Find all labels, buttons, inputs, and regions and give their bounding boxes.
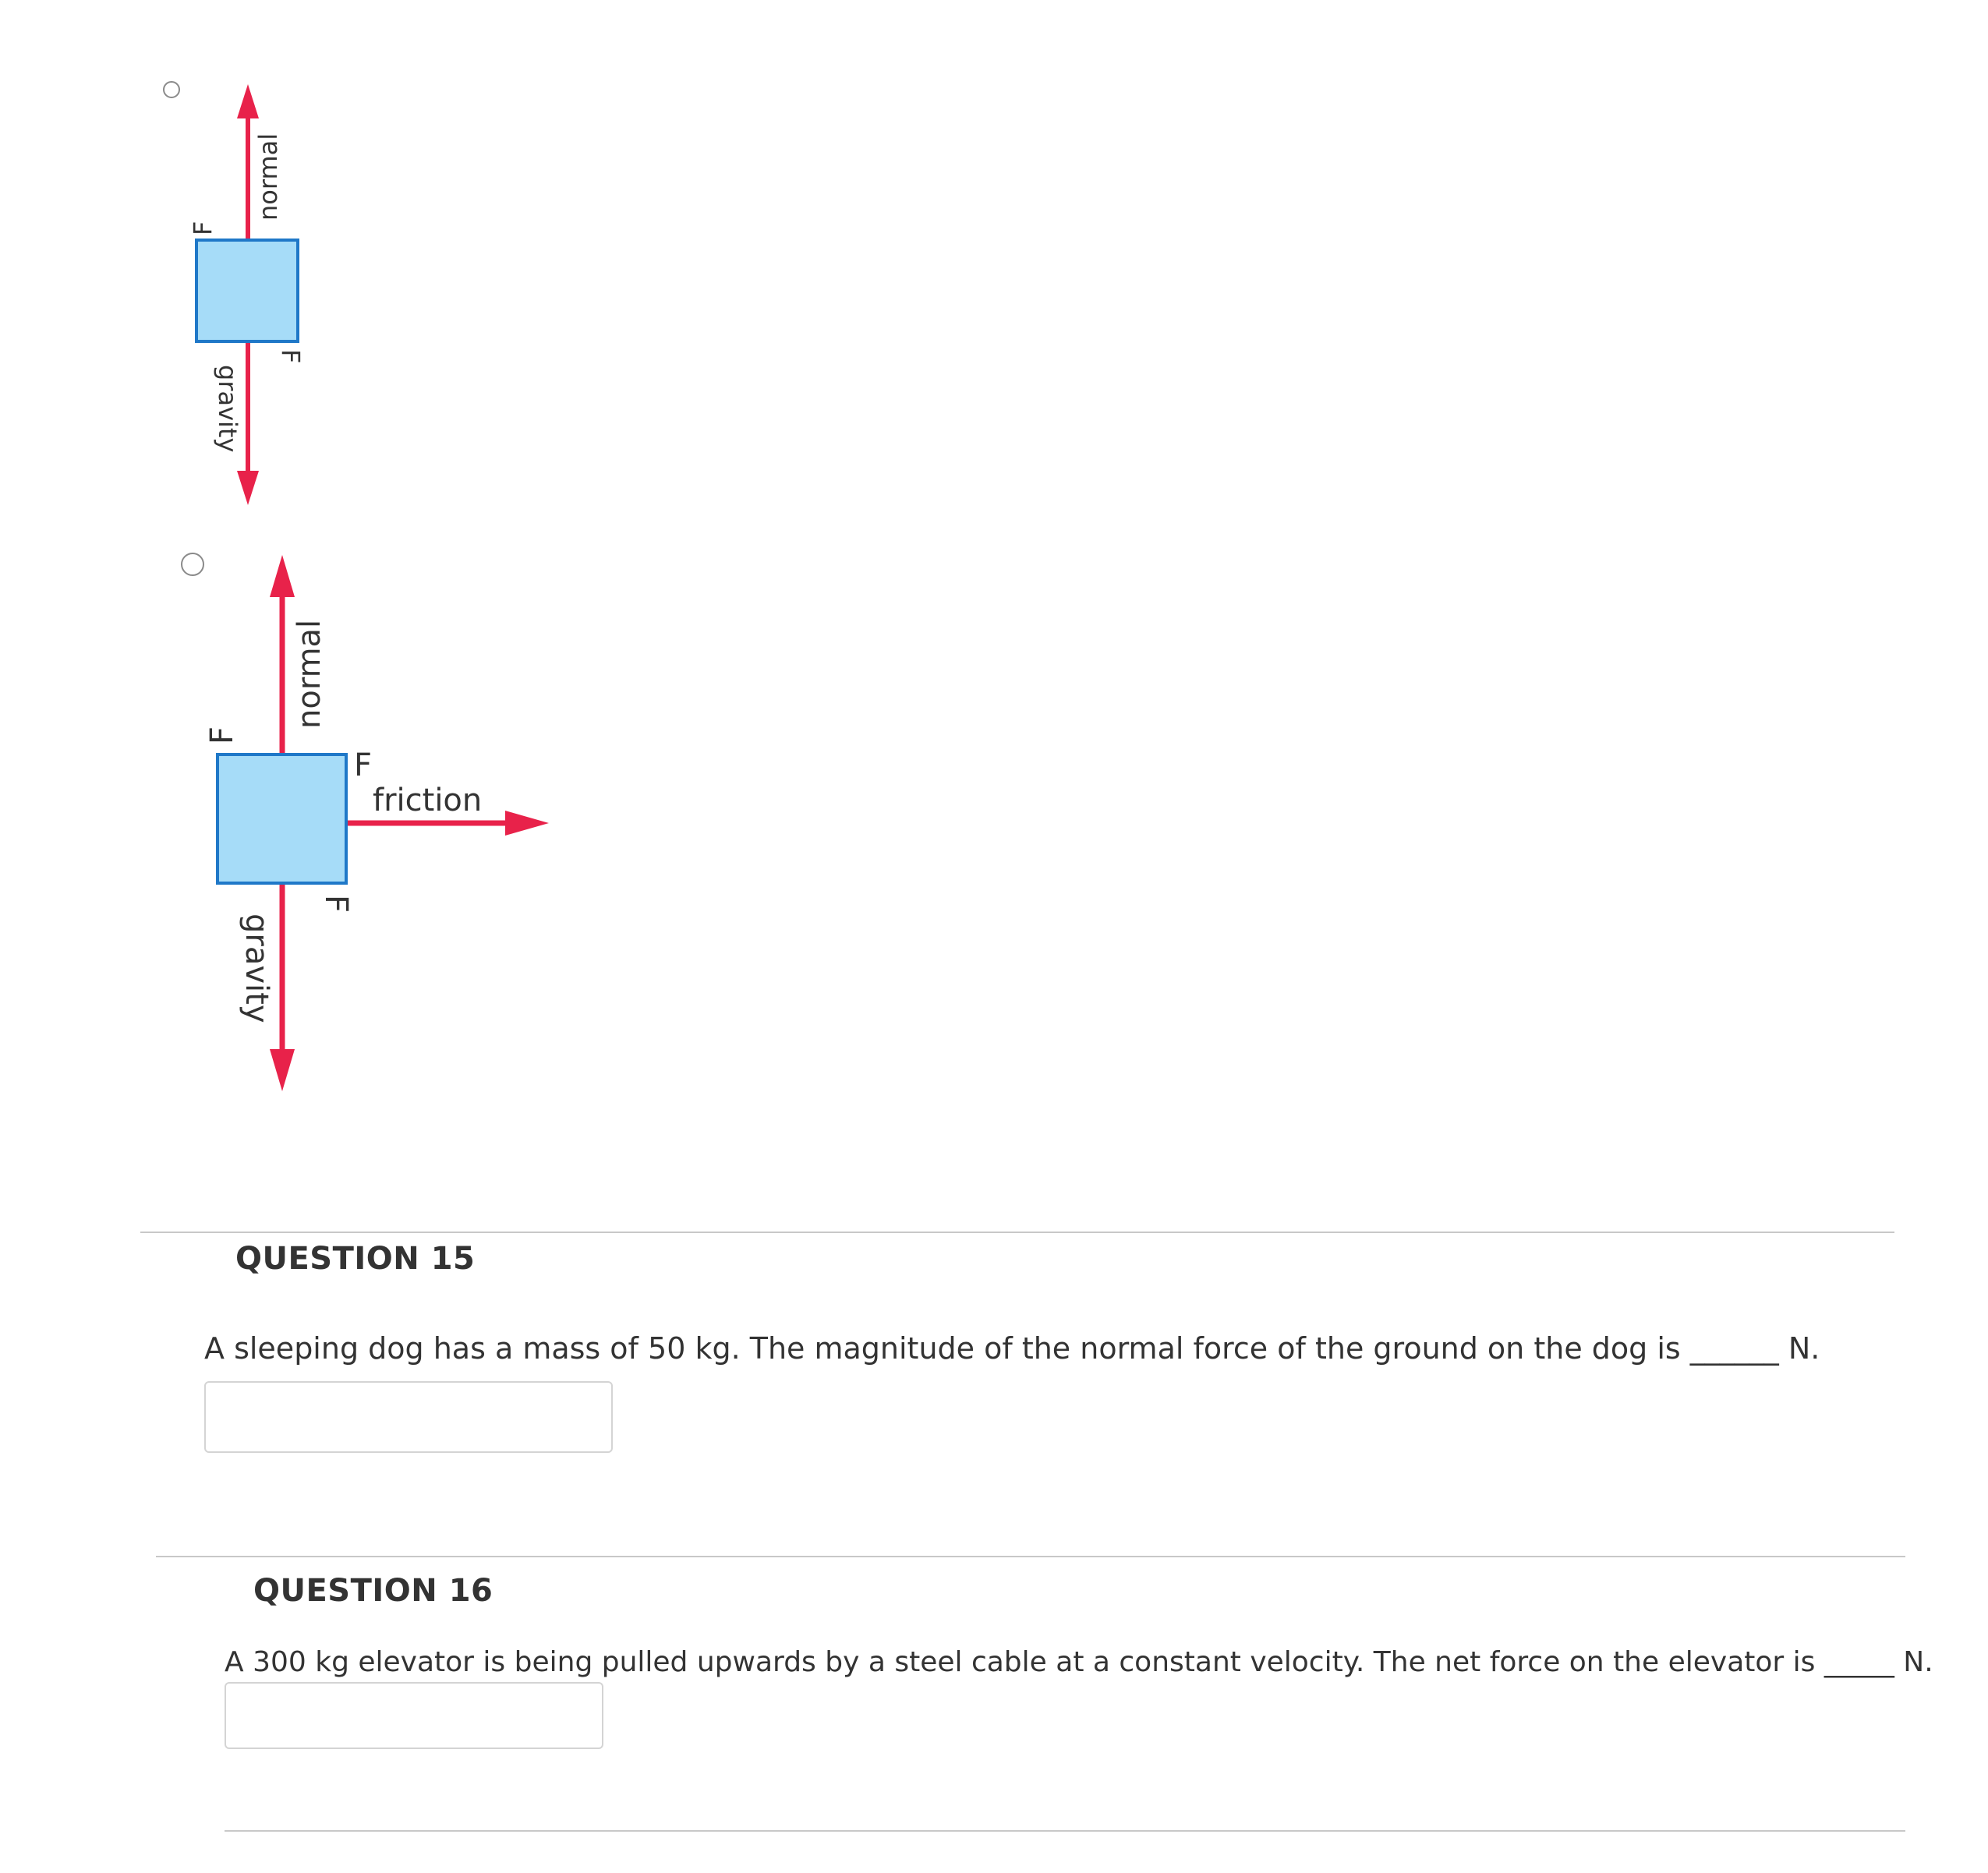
- divider-question-15: [140, 1232, 1894, 1233]
- label-f-top-b: F: [204, 726, 240, 744]
- question-16-text: A 300 kg elevator is being pulled upwards by a steel cable at a constant velocity. The net force on the elevator is _____ N.: [225, 1646, 1933, 1678]
- label-normal-a: normal: [253, 133, 283, 221]
- divider-question-16: [156, 1556, 1905, 1557]
- label-f-right-b: F: [354, 747, 373, 783]
- question-16-answer-input[interactable]: [225, 1682, 603, 1749]
- question-15-answer-input[interactable]: [204, 1381, 613, 1453]
- label-f-bottom-b: F: [318, 895, 354, 914]
- divider-bottom: [225, 1830, 1905, 1832]
- label-gravity-b: gravity: [239, 914, 274, 1023]
- label-f-bottom-a: F: [276, 349, 306, 364]
- question-16-title: QUESTION 16: [253, 1573, 493, 1609]
- label-gravity-a: gravity: [213, 365, 242, 453]
- label-normal-b: normal: [292, 619, 327, 729]
- question-15-title: QUESTION 15: [235, 1241, 476, 1277]
- question-15-text: A sleeping dog has a mass of 50 kg. The magnitude of the normal force of the ground on the dog is ______ N.: [204, 1331, 1820, 1366]
- object-box-b: [218, 755, 346, 883]
- label-f-top-a: F: [188, 221, 218, 235]
- label-friction-b: friction: [373, 783, 483, 818]
